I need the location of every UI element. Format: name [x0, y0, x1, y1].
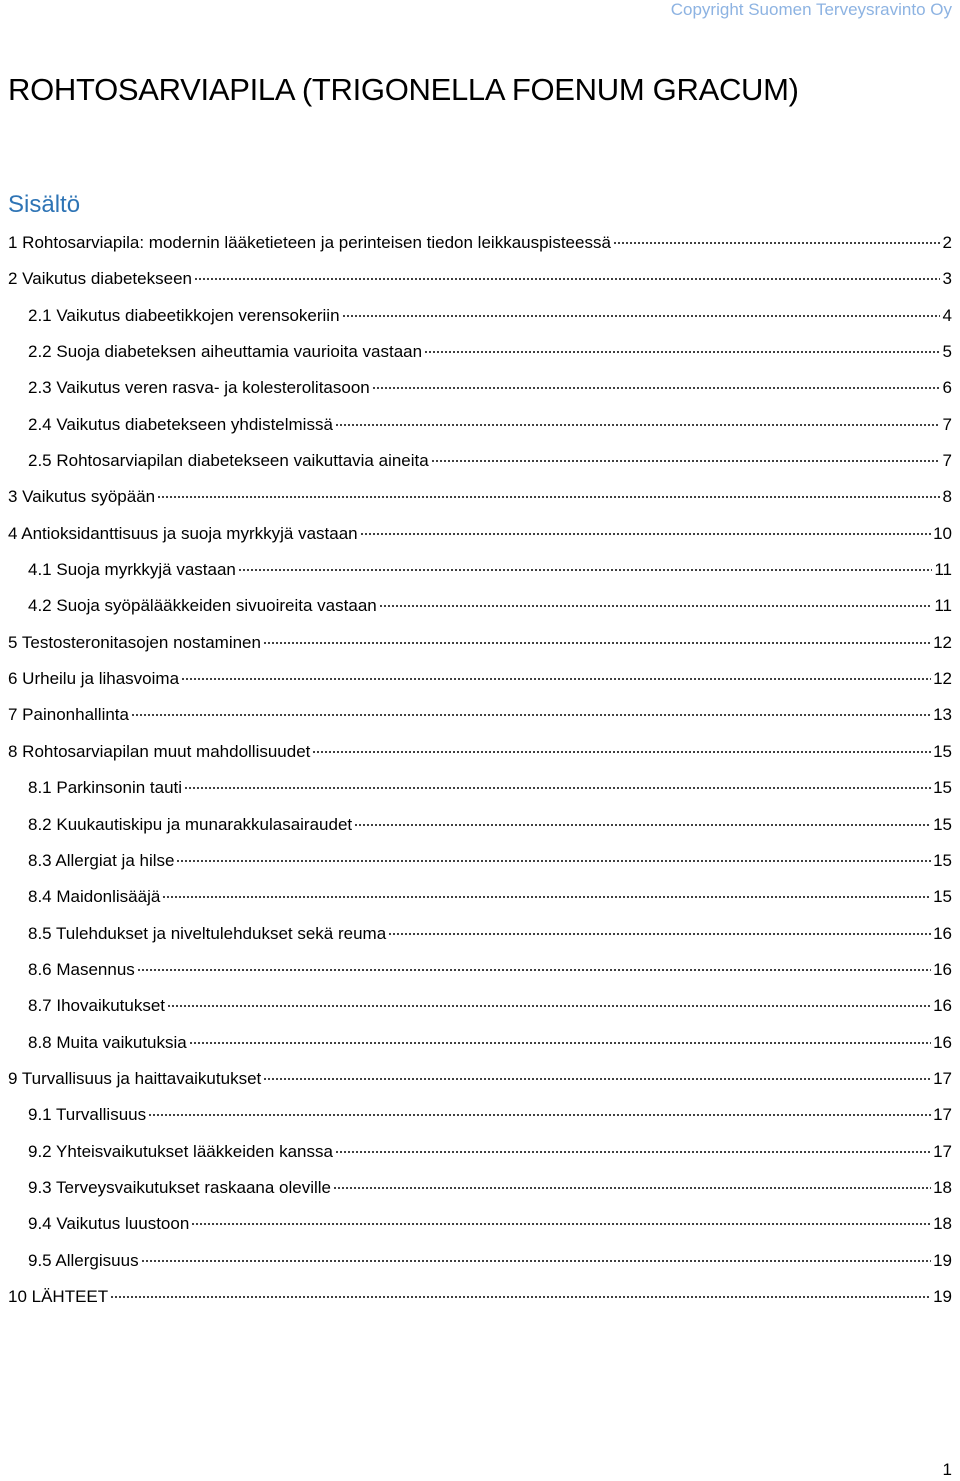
toc-entry-page: 15 — [933, 778, 952, 798]
toc-dot-leader — [189, 1042, 931, 1044]
toc-entry-label: 2.5 Rohtosarviapilan diabetekseen vaikuttavia aineita — [28, 451, 429, 471]
toc-entry[interactable] — [8, 661, 952, 697]
toc-entry[interactable] — [8, 479, 952, 515]
toc-dot-leader — [184, 787, 931, 789]
toc-entry[interactable] — [8, 443, 952, 479]
toc-entry[interactable] — [8, 261, 952, 297]
toc-entry-label: 8.6 Masennus — [28, 959, 135, 979]
toc-entry-page: 17 — [933, 1141, 952, 1161]
toc-entry-label: 4.2 Suoja syöpälääkkeiden sivuoireita vastaan — [28, 596, 377, 616]
toc-entry-page: 12 — [933, 632, 952, 652]
toc-entry-page: 18 — [933, 1214, 952, 1234]
toc-entry[interactable] — [8, 407, 952, 443]
toc-dot-leader — [238, 569, 932, 571]
toc-entry-label: 2.2 Suoja diabeteksen aiheuttamia vaurioita vastaan — [28, 342, 423, 362]
toc-entry[interactable] — [8, 334, 952, 370]
table-of-contents — [8, 225, 952, 1315]
toc-dot-leader — [110, 1296, 931, 1298]
toc-dot-leader — [312, 751, 931, 753]
page-number: 1 — [942, 1460, 952, 1479]
toc-entry-page: 7 — [942, 414, 952, 434]
toc-dot-leader — [263, 1078, 931, 1080]
toc-entry-label: 9.1 Turvallisuus — [28, 1105, 147, 1125]
toc-dot-leader — [354, 824, 931, 826]
toc-entry-page: 7 — [942, 451, 952, 471]
toc-entry-label: 8.5 Tulehdukset ja niveltulehdukset sekä reuma — [28, 923, 387, 943]
toc-entry[interactable] — [8, 1170, 952, 1206]
toc-entry[interactable] — [8, 552, 952, 588]
toc-entry-label: 8.4 Maidonlisääjä — [28, 887, 161, 907]
toc-entry[interactable] — [8, 1134, 952, 1170]
toc-entry[interactable] — [8, 916, 952, 952]
toc-entry-page: 4 — [942, 305, 952, 325]
toc-dot-leader — [176, 860, 931, 862]
toc-entry-label: 4.1 Suoja myrkkyjä vastaan — [28, 560, 236, 580]
toc-entry-page: 17 — [933, 1068, 952, 1088]
toc-dot-leader — [167, 1005, 931, 1007]
toc-entry-page: 11 — [934, 596, 952, 616]
toc-entry-page: 16 — [933, 996, 952, 1016]
toc-dot-leader — [181, 678, 931, 680]
toc-entry-label: 4 Antioksidanttisuus ja suoja myrkkyjä vastaan — [8, 523, 358, 543]
toc-entry[interactable] — [8, 843, 952, 879]
toc-entry-page: 6 — [942, 378, 952, 398]
toc-entry-page: 15 — [933, 887, 952, 907]
toc-entry-label: 8.3 Allergiat ja hilse — [28, 850, 175, 870]
toc-entry-page: 19 — [933, 1250, 952, 1270]
toc-entry-label: 9.2 Yhteisvaikutukset lääkkeiden kanssa — [28, 1141, 333, 1161]
toc-dot-leader — [335, 424, 940, 426]
toc-dot-leader — [379, 605, 933, 607]
toc-dot-leader — [613, 242, 940, 244]
toc-entry-label: 9 Turvallisuus ja haittavaikutukset — [8, 1068, 262, 1088]
toc-entry-label: 3 Vaikutus syöpään — [8, 487, 156, 507]
toc-entry[interactable] — [8, 1243, 952, 1279]
toc-entry[interactable] — [8, 225, 952, 261]
toc-dot-leader — [141, 1260, 932, 1262]
toc-entry-page: 18 — [933, 1177, 952, 1197]
toc-entry-label: 1 Rohtosarviapila: modernin lääketieteen ja perinteisen tiedon leikkauspisteessä — [8, 233, 611, 252]
copyright-header: Copyright Suomen Terveysravinto Oy — [670, 0, 952, 19]
toc-entry-page: 15 — [933, 850, 952, 870]
toc-entry[interactable] — [8, 770, 952, 806]
toc-entry-label: 2 Vaikutus diabetekseen — [8, 269, 192, 289]
toc-entry-label: 2.3 Vaikutus veren rasva- ja kolesterolitasoon — [28, 378, 370, 398]
document-title: ROHTOSARVIAPILA (TRIGONELLA FOENUM GRACUM) — [8, 72, 799, 107]
toc-entry-label: 6 Urheilu ja lihasvoima — [8, 669, 180, 689]
toc-entry-label: 9.3 Terveysvaikutukset raskaana oleville — [28, 1177, 332, 1197]
toc-entry[interactable] — [8, 1279, 952, 1315]
toc-entry[interactable] — [8, 1206, 952, 1242]
toc-entry-label: 8.8 Muita vaikutuksia — [28, 1032, 187, 1052]
toc-entry-label: 2.4 Vaikutus diabetekseen yhdistelmissä — [28, 414, 333, 434]
toc-entry-label: 2.1 Vaikutus diabeetikkojen verensokeriin — [28, 305, 340, 325]
toc-dot-leader — [342, 315, 940, 317]
toc-entry-label: 9.5 Allergisuus — [28, 1250, 139, 1270]
toc-entry-page: 17 — [933, 1105, 952, 1125]
toc-entry-page: 13 — [933, 705, 952, 725]
toc-entry-page: 8 — [942, 487, 952, 507]
toc-entry[interactable] — [8, 952, 952, 988]
toc-dot-leader — [194, 278, 940, 280]
toc-entry-page: 12 — [933, 669, 952, 689]
toc-entry-label: 8.7 Ihovaikutukset — [28, 996, 166, 1016]
toc-dot-leader — [388, 933, 931, 935]
toc-entry-page: 2 — [942, 233, 952, 252]
toc-entry[interactable] — [8, 298, 952, 334]
toc-dot-leader — [335, 1151, 931, 1153]
toc-dot-leader — [263, 642, 931, 644]
toc-entry-label: 8.1 Parkinsonin tauti — [28, 778, 183, 798]
toc-entry-page: 10 — [933, 523, 952, 543]
toc-dot-leader — [360, 533, 931, 535]
toc-entry-page: 3 — [942, 269, 952, 289]
toc-dot-leader — [431, 460, 940, 462]
toc-entry[interactable] — [8, 879, 952, 915]
toc-entry-page: 16 — [933, 1032, 952, 1052]
toc-dot-leader — [137, 969, 931, 971]
toc-entry[interactable] — [8, 370, 952, 406]
toc-entry[interactable] — [8, 988, 952, 1024]
toc-entry-label: 9.4 Vaikutus luustoon — [28, 1214, 190, 1234]
toc-entry-label: 8.2 Kuukautiskipu ja munarakkulasairaudet — [28, 814, 353, 834]
toc-dot-leader — [372, 387, 940, 389]
toc-entry[interactable] — [8, 1061, 952, 1097]
toc-entry-label: 8 Rohtosarviapilan muut mahdollisuudet — [8, 741, 311, 761]
toc-entry-page: 19 — [933, 1286, 952, 1306]
toc-entry[interactable] — [8, 807, 952, 843]
toc-entry[interactable] — [8, 1097, 952, 1133]
toc-entry-page: 11 — [934, 560, 952, 580]
toc-entry-page: 16 — [933, 923, 952, 943]
toc-entry[interactable] — [8, 734, 952, 770]
toc-entry-label: 5 Testosteronitasojen nostaminen — [8, 632, 261, 652]
toc-entry-page: 15 — [933, 814, 952, 834]
toc-entry[interactable] — [8, 1025, 952, 1061]
toc-dot-leader — [157, 496, 940, 498]
toc-entry[interactable] — [8, 697, 952, 733]
toc-entry-page: 5 — [942, 342, 952, 362]
toc-dot-leader — [131, 714, 931, 716]
toc-dot-leader — [333, 1187, 931, 1189]
toc-entry[interactable] — [8, 588, 952, 624]
toc-entry-page: 15 — [933, 741, 952, 761]
toc-entry-label: 7 Painonhallinta — [8, 705, 129, 725]
toc-entry-page: 16 — [933, 959, 952, 979]
toc-heading: Sisältö — [8, 191, 81, 218]
toc-entry[interactable] — [8, 516, 952, 552]
toc-dot-leader — [191, 1223, 931, 1225]
toc-dot-leader — [162, 896, 931, 898]
toc-dot-leader — [424, 351, 940, 353]
toc-dot-leader — [148, 1114, 931, 1116]
toc-entry-label: 10 LÄHTEET — [8, 1286, 109, 1306]
toc-entry[interactable] — [8, 625, 952, 661]
